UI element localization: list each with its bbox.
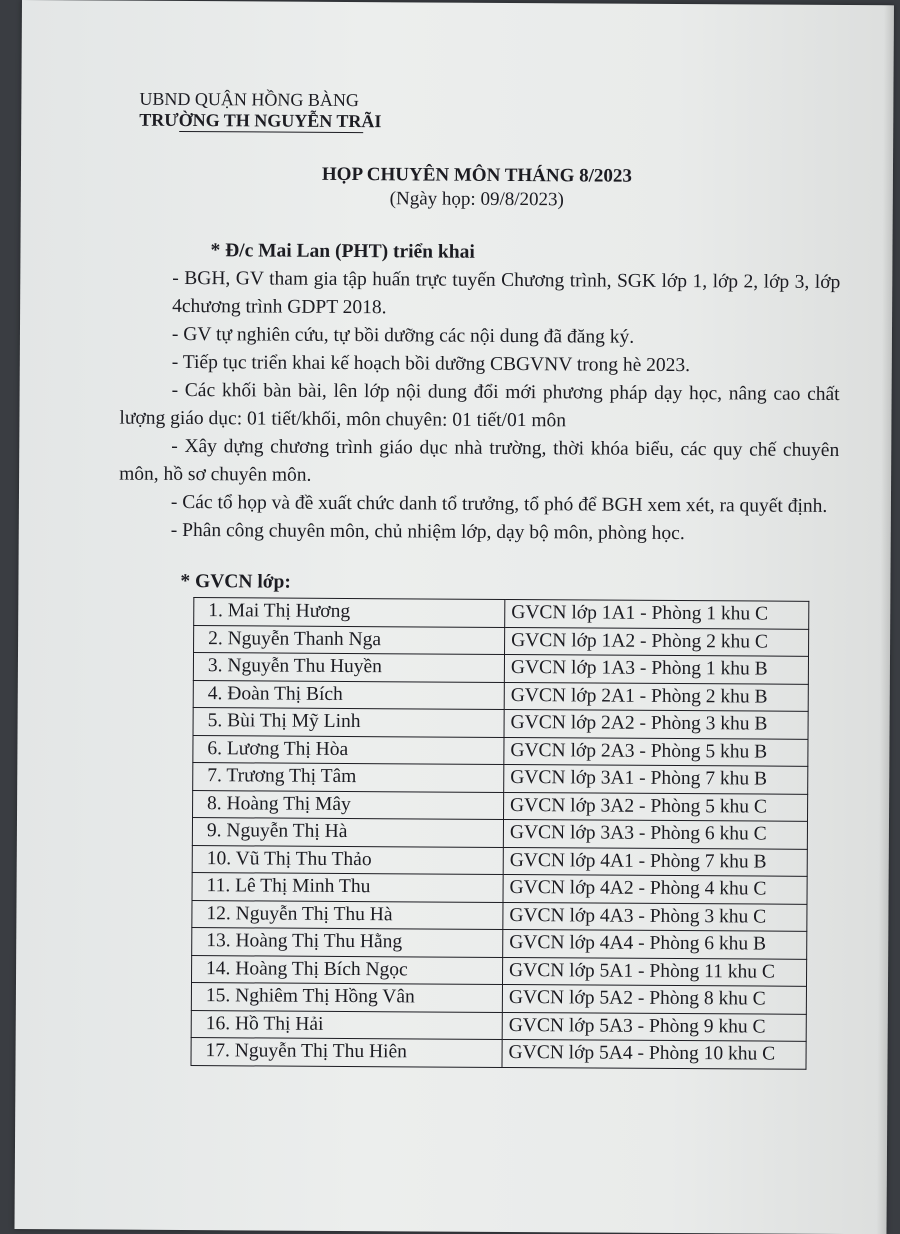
org-name: UBND QUẬN HỒNG BÀNG [139, 88, 359, 111]
table-row [193, 763, 808, 794]
meeting-date: (Ngày họp: 09/8/2023) [389, 188, 564, 211]
teacher-name: 12. Nguyễn Thị Thu Hà [192, 900, 503, 929]
teacher-name: 1. Mai Thị Hương [194, 598, 505, 627]
teacher-name: 13. Hoàng Thị Thu Hằng [192, 928, 503, 957]
teacher-name: 17. Nguyễn Thị Thu Hiên [191, 1038, 502, 1067]
teacher-name: 15. Nghiêm Thị Hồng Vân [191, 983, 502, 1012]
class-assignment: GVCN lớp 3A3 - Phòng 6 khu C [503, 819, 807, 848]
table-row [191, 1010, 806, 1041]
section-deployment [119, 237, 841, 549]
table-row [191, 983, 806, 1014]
table-row [193, 653, 808, 684]
teacher-name: 16. Hồ Thị Hải [191, 1010, 502, 1039]
deployment-item: - GV tự nghiên cứu, tự bồi dưỡng các nội dung đã đăng ký. [171, 323, 635, 348]
teacher-name: 4. Đoàn Thị Bích [193, 680, 504, 709]
teacher-name: 10. Vũ Thị Thu Thảo [192, 845, 503, 874]
document-header [139, 89, 381, 132]
document-page [14, 0, 893, 1234]
class-assignment: GVCN lớp 5A4 - Phòng 10 khu C [502, 1039, 806, 1068]
deployment-item: - Các khối bàn bài, lên lớp nội dung đổi mới phương pháp dạy học, nâng cao chất lượng giáo dục: 01 tiết/khối, môn chuyên: 01 tiết/01 môn [119, 379, 840, 432]
class-assignment: GVCN lớp 1A3 - Phòng 1 khu B [504, 654, 808, 683]
table-row [194, 598, 809, 629]
class-assignment: GVCN lớp 3A2 - Phòng 5 khu C [504, 792, 808, 821]
class-assignment: GVCN lớp 4A1 - Phòng 7 khu B [503, 847, 807, 876]
teacher-name: 7. Trương Thị Tâm [193, 763, 504, 792]
school-underline [179, 131, 363, 133]
class-assignment: GVCN lớp 2A1 - Phòng 2 khu B [504, 682, 808, 711]
table-row [194, 625, 809, 656]
document-title: HỌP CHUYÊN MÔN THÁNG 8/2023 [321, 163, 632, 187]
section-deployment-heading: * Đ/c Mai Lan (PHT) triển khai [210, 240, 475, 263]
class-assignment: GVCN lớp 2A3 - Phòng 5 khu B [504, 737, 808, 766]
class-assignment: GVCN lớp 1A2 - Phòng 2 khu C [505, 627, 809, 656]
class-assignment: GVCN lớp 5A1 - Phòng 11 khu C [502, 957, 806, 986]
class-assignment: GVCN lớp 1A1 - Phòng 1 khu C [505, 599, 809, 628]
table-row [193, 680, 808, 711]
class-assignment: GVCN lớp 2A2 - Phòng 3 khu B [504, 709, 808, 738]
deployment-item: - Xây dựng chương trình giáo dục nhà trường, thời khóa biểu, các quy chế chuyên môn, hồ sơ chuyên môn. [119, 435, 840, 486]
table-row [191, 1038, 806, 1069]
teacher-name: 11. Lê Thị Minh Thu [192, 873, 503, 902]
table-row [192, 928, 807, 959]
class-assignment: GVCN lớp 3A1 - Phòng 7 khu B [504, 764, 808, 793]
teacher-name: 6. Lương Thị Hòa [193, 735, 504, 764]
teacher-name: 8. Hoàng Thị Mây [193, 790, 504, 819]
deployment-item: - Tiếp tục triển khai kế hoạch bồi dưỡng CBGVNV trong hè 2023. [171, 351, 691, 377]
section-homeroom-heading: * GVCN lớp: [180, 570, 291, 593]
table-row [192, 900, 807, 931]
deployment-item: - Các tổ họp và đề xuất chức danh tổ trưởng, tổ phó để BGH xem xét, ra quyết định. [170, 491, 828, 517]
class-assignment: GVCN lớp 5A2 - Phòng 8 khu C [502, 984, 806, 1013]
table-row [192, 818, 807, 849]
homeroom-table [190, 597, 809, 1069]
class-assignment: GVCN lớp 5A3 - Phòng 9 khu C [502, 1012, 806, 1041]
table-row [192, 845, 807, 876]
table-row [193, 708, 808, 739]
class-assignment: GVCN lớp 4A3 - Phòng 3 khu C [503, 902, 807, 931]
teacher-name: 3. Nguyễn Thu Huyền [193, 653, 504, 682]
class-assignment: GVCN lớp 4A4 - Phòng 6 khu B [503, 929, 807, 958]
teacher-name: 2. Nguyễn Thanh Nga [194, 625, 505, 654]
teacher-name: 14. Hoàng Thị Bích Ngọc [192, 955, 503, 984]
table-row [192, 873, 807, 904]
class-assignment: GVCN lớp 4A2 - Phòng 4 khu C [503, 874, 807, 903]
school-name: TRƯỜNG TH NGUYỄN TRÃI [139, 109, 382, 132]
table-row [192, 955, 807, 986]
table-row [193, 790, 808, 821]
table-row [193, 735, 808, 766]
teacher-name: 5. Bùi Thị Mỹ Linh [193, 708, 504, 737]
teacher-name: 9. Nguyễn Thị Hà [192, 818, 503, 847]
page-edge-shadow [876, 5, 894, 1234]
deployment-item: - BGH, GV tham gia tập huấn trực tuyến Chương trình, SGK lớp 1, lớp 2, lớp 3, lớp 4chương trình GDPT 2018. [172, 267, 841, 319]
deployment-item: - Phân công chuyên môn, chủ nhiệm lớp, dạy bộ môn, phòng học. [170, 519, 685, 545]
